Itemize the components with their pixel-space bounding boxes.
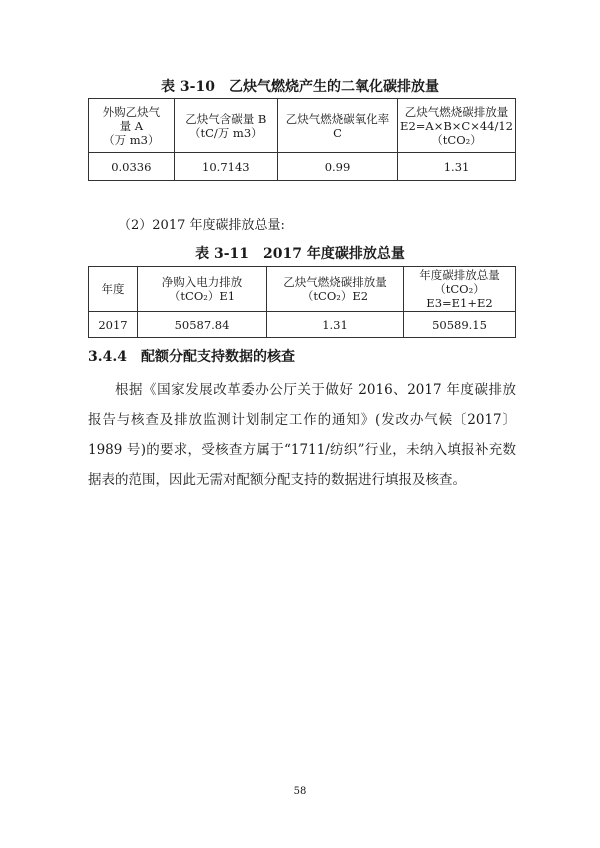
table-3-10-caption — [0, 76, 600, 96]
body-paragraph: 根据《国家发展改革委办公厅关于做好 2016、2017 年度碳排放报告与核查及排放监测计划制定工作的通知》(发改办气候〔2017〕1989 号)的要求，受核查方属于“1711/纺织”行业，未纳入填报补充数据表的范围，因此无需对配额分配支持的数据进行填报及核查。 — [88, 382, 516, 488]
cell-value: 0.0336 — [89, 153, 175, 181]
header-electricity-emission — [138, 267, 267, 312]
header-line: 年度 — [101, 282, 125, 296]
page-number: 58 — [293, 786, 307, 797]
cell-value: 50587.84 — [138, 312, 267, 338]
header-line: （tCO₂）E1 — [168, 289, 236, 303]
header-oxidation-rate — [277, 99, 397, 153]
cell-value: 2017 — [89, 312, 138, 338]
header-acetylene-emission — [398, 99, 516, 153]
header-line: 乙炔气燃烧碳氧化率 — [285, 111, 390, 126]
cell-value: 0.99 — [277, 153, 397, 181]
table-row — [89, 312, 516, 338]
cell-value: 1.31 — [398, 153, 516, 181]
table-3-10-number: 表 3-10 — [161, 79, 215, 95]
header-line: （tC/万 m3） — [188, 125, 263, 140]
cell-value: 1.31 — [267, 312, 404, 338]
header-line: 净购入电力排放 — [161, 275, 243, 289]
table-header-row — [89, 99, 516, 153]
cell-value: 50589.15 — [404, 312, 516, 338]
table-header-row — [89, 267, 516, 312]
table-3-11-title: 2017 年度碳排放总量 — [263, 246, 405, 262]
header-year — [89, 267, 138, 312]
section-title: 配额分配支持数据的核查 — [140, 349, 295, 365]
header-line: 乙炔气含碳量 B — [185, 111, 267, 126]
header-line: （tCO₂） — [431, 132, 482, 147]
header-line: C — [333, 125, 342, 140]
header-line: 量 A — [119, 118, 144, 133]
section-heading — [88, 346, 295, 366]
header-carbon-content — [174, 99, 277, 153]
table-3-10-title: 乙炔气燃烧产生的二氧化碳排放量 — [228, 79, 439, 95]
table-3-11-caption — [0, 243, 600, 263]
annual-emission-table — [88, 266, 516, 338]
cell-value: 10.7143 — [174, 153, 277, 181]
acetylene-emission-table — [88, 98, 516, 181]
header-line: （tCO₂）E3=E1+E2 — [426, 282, 493, 310]
header-total-emission — [404, 267, 516, 312]
header-line: （tCO₂）E2 — [301, 289, 369, 303]
header-line: 乙炔气燃烧碳排放量 — [283, 275, 387, 289]
header-line: E2=A×B×C×44/12 — [400, 118, 513, 133]
table-row — [89, 153, 516, 181]
header-acetylene-emission — [267, 267, 404, 312]
table-3-11-number: 表 3-11 — [195, 246, 250, 262]
header-line: 年度碳排放总量 — [419, 268, 500, 282]
header-line: 外购乙炔气 — [102, 104, 161, 119]
header-purchased-acetylene — [89, 99, 175, 153]
header-line: （万 m3） — [103, 132, 160, 147]
header-line: 乙炔气燃烧碳排放量 — [404, 104, 509, 119]
section-number: 3.4.4 — [88, 349, 127, 365]
subsection-text: （2）2017 年度碳排放总量: — [118, 218, 285, 233]
